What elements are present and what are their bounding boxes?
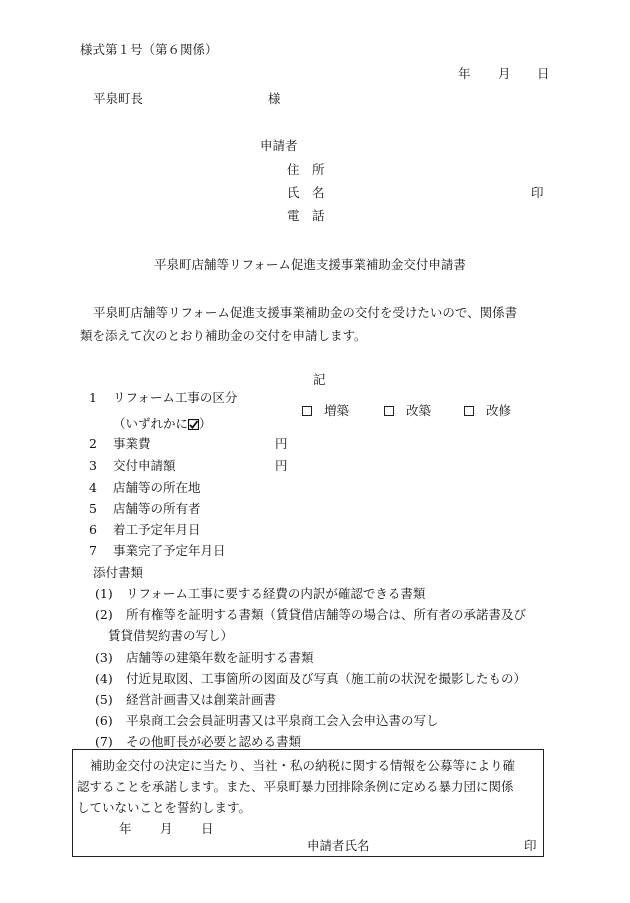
item-3-number: 3	[89, 458, 97, 473]
attachment-2-text: 所有権等を証明する書類（賃貸借店舗等の場合は、所有者の承諾書及び	[126, 607, 527, 622]
option-label: 改修	[486, 403, 512, 418]
item-5-label: 店舗等の所有者	[113, 501, 201, 516]
intro-line-2: 類を添えて次のとおり補助金の交付を申請します。	[80, 328, 367, 343]
attachment-7-number: (7)	[95, 734, 113, 749]
item-6-number: 6	[89, 522, 97, 537]
attachment-4-text: 付近見取図、工事箇所の図面及び写真（施工前の状況を撮影したもの）	[126, 671, 527, 686]
option-zouchiku[interactable]	[302, 405, 349, 418]
attachment-1-number: (1)	[95, 586, 113, 601]
attachments-heading: 添付書類	[93, 565, 144, 580]
item-2-number: 2	[89, 436, 97, 451]
consent-year: 年	[119, 821, 132, 836]
attachment-2-text-cont: 賃貸借契約書の写し）	[108, 628, 234, 643]
choose-note-text: （いずれかに	[113, 416, 189, 431]
consent-line-1: 補助金交付の決定に当たり、当社・私の納税に関する情報を公募等により確	[90, 758, 516, 773]
item-3-label: 交付申請額	[113, 458, 176, 473]
item-7-label: 事業完了予定年月日	[113, 543, 226, 558]
document-title: 平泉町店舗等リフォーム促進支援事業補助金交付申請書	[154, 257, 466, 272]
item-6-label: 着工予定年月日	[113, 522, 201, 537]
attachment-7-text: その他町長が必要と認める書類	[126, 734, 302, 749]
attachment-5-text: 経営計画書又は創業計画書	[126, 692, 277, 707]
intro-line-1: 平泉町店舗等リフォーム促進支援事業補助金の交付を受けたいので、関係書	[93, 305, 518, 320]
attachment-2-number: (2)	[95, 607, 113, 622]
option-label: 増築	[324, 403, 350, 418]
checkbox-icon[interactable]	[302, 406, 312, 416]
attachment-1-text: リフォーム工事に要する経費の内訳が確認できる書類	[126, 586, 426, 601]
attachment-3-text: 店舗等の建築年数を証明する書類	[126, 650, 314, 665]
attachment-6-number: (6)	[95, 713, 113, 728]
checkbox-icon[interactable]	[464, 406, 474, 416]
item-4-number: 4	[89, 480, 97, 495]
consent-seal: 印	[524, 838, 537, 853]
checkbox-icon[interactable]	[384, 406, 394, 416]
date-year: 年	[458, 66, 471, 81]
choose-note	[113, 418, 212, 431]
item-1-number: 1	[89, 390, 97, 405]
consent-day: 日	[201, 821, 214, 836]
consent-line-2: 認することを承諾します。また、平泉町暴力団排除条例に定める暴力団に関係	[77, 779, 514, 794]
applicant-heading: 申請者	[260, 138, 298, 153]
item-5-number: 5	[89, 501, 97, 516]
applicant-name-label: 氏 名	[287, 185, 325, 200]
option-kaichiku[interactable]	[384, 405, 431, 418]
ki-heading: 記	[313, 372, 326, 387]
addressee-honorific: 様	[268, 91, 281, 106]
attachment-3-number: (3)	[95, 650, 113, 665]
applicant-address-label: 住 所	[287, 162, 325, 177]
checked-box-icon	[188, 419, 199, 430]
applicant-seal: 印	[531, 185, 544, 200]
item-3-yen: 円	[275, 458, 288, 473]
option-kaishu[interactable]	[464, 405, 511, 418]
consent-month: 月	[160, 821, 173, 836]
addressee-name: 平泉町長	[93, 91, 144, 106]
option-label: 改築	[406, 403, 432, 418]
item-2-yen: 円	[275, 436, 288, 451]
date-day: 日	[537, 66, 550, 81]
applicant-phone-label: 電 話	[287, 208, 325, 223]
attachment-5-number: (5)	[95, 692, 113, 707]
attachment-6-text: 平泉商工会会員証明書又は平泉商工会入会申込書の写し	[126, 713, 439, 728]
attachment-4-number: (4)	[95, 671, 113, 686]
item-2-label: 事業費	[113, 436, 151, 451]
item-7-number: 7	[89, 543, 97, 558]
form-number: 様式第１号（第６関係）	[80, 42, 218, 57]
choose-note-end: ）	[199, 416, 212, 431]
consent-line-3: していないことを誓約します。	[77, 800, 252, 815]
item-4-label: 店舗等の所在地	[113, 480, 201, 495]
consent-signer-label: 申請者氏名	[307, 838, 370, 853]
date-month: 月	[498, 66, 511, 81]
item-1-label: リフォーム工事の区分	[113, 390, 238, 405]
